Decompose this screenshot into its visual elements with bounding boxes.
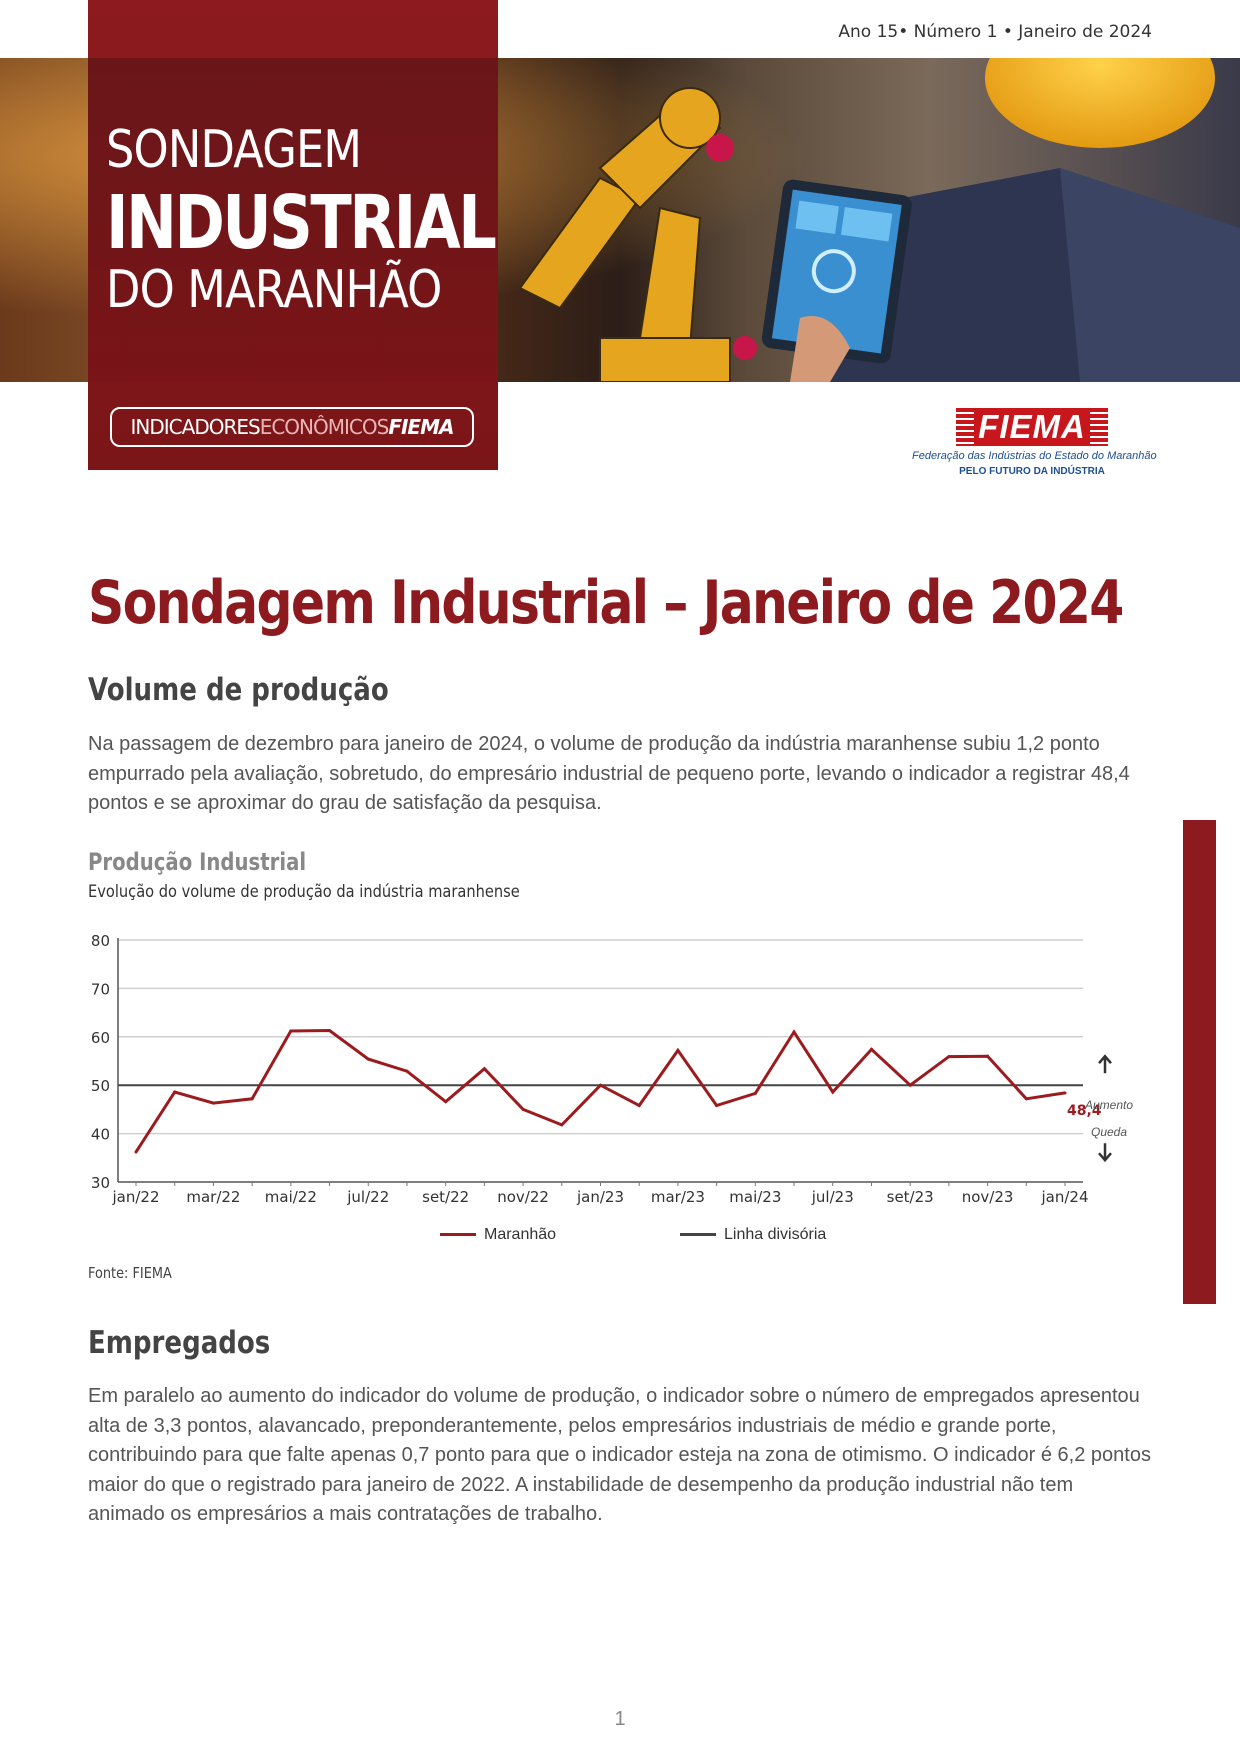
data-point [173, 1090, 176, 1093]
data-point [289, 1029, 292, 1032]
data-point [483, 1067, 486, 1070]
x-tick-label: jul/22 [347, 1188, 390, 1206]
issue-line: Ano 15• Número 1 • Janeiro de 2024 [838, 22, 1152, 42]
data-point [1025, 1097, 1028, 1100]
data-point [870, 1048, 873, 1051]
data-point [560, 1123, 563, 1126]
data-point [986, 1055, 989, 1058]
data-point [251, 1097, 254, 1100]
section-text-production: Na passagem de dezembro para janeiro de 2024, o volume de produção da indústria maranhense subiu 1,2 ponto empurrado pela avaliação, sobretudo, do empresário industrial de pequeno porte, levando o indicador a registrar 48,4 pontos e se aproximar do grau de satisfação da pesquisa. [88, 733, 1130, 814]
down-label: Queda [1090, 1125, 1128, 1140]
page-title: Sondagem Industrial – Janeiro de 2024 [88, 568, 1123, 638]
fiema-logo-subtitle: Federação das Indústrias do Estado do Maranhão [912, 450, 1157, 462]
data-point [909, 1084, 912, 1087]
x-tick-label: jul/23 [811, 1188, 854, 1206]
legend-item-maranhao [440, 1226, 556, 1244]
fiema-logo-slogan: PELO FUTURO DA INDÚSTRIA [959, 466, 1105, 477]
data-point [831, 1090, 834, 1093]
chart-source: Fonte: FIEMA [88, 1264, 172, 1282]
chart-title: Produção Industrial [88, 848, 307, 876]
data-point [676, 1049, 679, 1052]
x-tick-label: mai/23 [729, 1188, 782, 1206]
data-point [638, 1104, 641, 1107]
y-tick-label: 30 [90, 1174, 110, 1192]
fiema-logo [912, 408, 1157, 477]
x-tick-label: set/23 [886, 1188, 934, 1206]
section-heading-production: Volume de produção [88, 672, 389, 708]
data-point [135, 1150, 138, 1153]
arrow-up-icon [1099, 1056, 1111, 1073]
x-tick-label: nov/22 [497, 1188, 549, 1206]
x-tick-label: mar/23 [650, 1188, 705, 1206]
data-point [444, 1100, 447, 1103]
banner-title-line3: DO MARANHÃO [106, 260, 442, 320]
data-point [1064, 1091, 1067, 1094]
section-text-employees: Em paralelo ao aumento do indicador do volume de produção, o indicador sobre o número de empregados apresentou alta de 3,3 pontos, alavancado, preponderantemente, pelos empresários industriais de médio e grande porte, contribuindo para que falte apenas 0,7 ponto para que o indicador esteja na zona de otimismo. O indicador é 6,2 pontos maior do que o registrado para janeiro de 2022. A instabilidade de desempenho da produção industrial não tem animado os empresários a mais contratações de trabalho. [88, 1385, 1151, 1525]
x-tick-label: set/22 [422, 1188, 470, 1206]
legend-label-divider: Linha divisória [724, 1226, 827, 1243]
banner-title-line2: INDUSTRIAL [106, 180, 495, 266]
fiema-logo-mark: FIEMA [956, 408, 1108, 446]
y-tick-label: 70 [90, 980, 110, 999]
data-point [715, 1104, 718, 1107]
side-accent-bar [1183, 820, 1216, 1304]
data-point [367, 1058, 370, 1061]
data-point [522, 1108, 525, 1111]
x-tick-label: nov/23 [961, 1188, 1014, 1206]
data-point [599, 1084, 602, 1087]
production-line-chart [88, 920, 1138, 1220]
section-heading-employees: Empregados [88, 1325, 271, 1361]
legend-swatch-divider [680, 1233, 716, 1236]
x-tick-label: jan/23 [576, 1188, 625, 1206]
y-tick-label: 50 [90, 1077, 110, 1096]
data-point [754, 1092, 757, 1095]
data-point [947, 1055, 950, 1058]
y-tick-label: 40 [90, 1125, 110, 1144]
chart-subtitle: Evolução do volume de produção da indústria maranhense [88, 882, 520, 902]
y-tick-label: 60 [90, 1028, 110, 1047]
indicators-tag [110, 407, 474, 447]
page-number: 1 [614, 1708, 626, 1730]
tag-part2: ECONÔMICOS [259, 415, 389, 439]
data-point [212, 1102, 215, 1105]
data-point [328, 1029, 331, 1032]
y-tick-label: 80 [90, 932, 110, 950]
x-tick-label: mar/22 [186, 1188, 241, 1206]
x-tick-label: jan/24 [1041, 1188, 1089, 1206]
legend-label-maranhao: Maranhão [484, 1226, 557, 1243]
x-tick-label: mai/22 [264, 1188, 317, 1206]
tag-part1: INDICADORES [130, 415, 260, 439]
x-tick-label: jan/22 [112, 1188, 160, 1206]
up-label: Aumento [1084, 1098, 1134, 1113]
last-value-label: 48,4 [1067, 1102, 1102, 1119]
data-point [793, 1030, 796, 1033]
legend-item-divider [680, 1226, 826, 1244]
title-panel [88, 0, 498, 470]
tag-part3: FIEMA [388, 415, 454, 439]
data-point [405, 1070, 408, 1073]
arrow-down-icon [1099, 1143, 1111, 1160]
banner-title-line1: SONDAGEM [106, 120, 362, 180]
legend-swatch-maranhao [440, 1233, 476, 1236]
